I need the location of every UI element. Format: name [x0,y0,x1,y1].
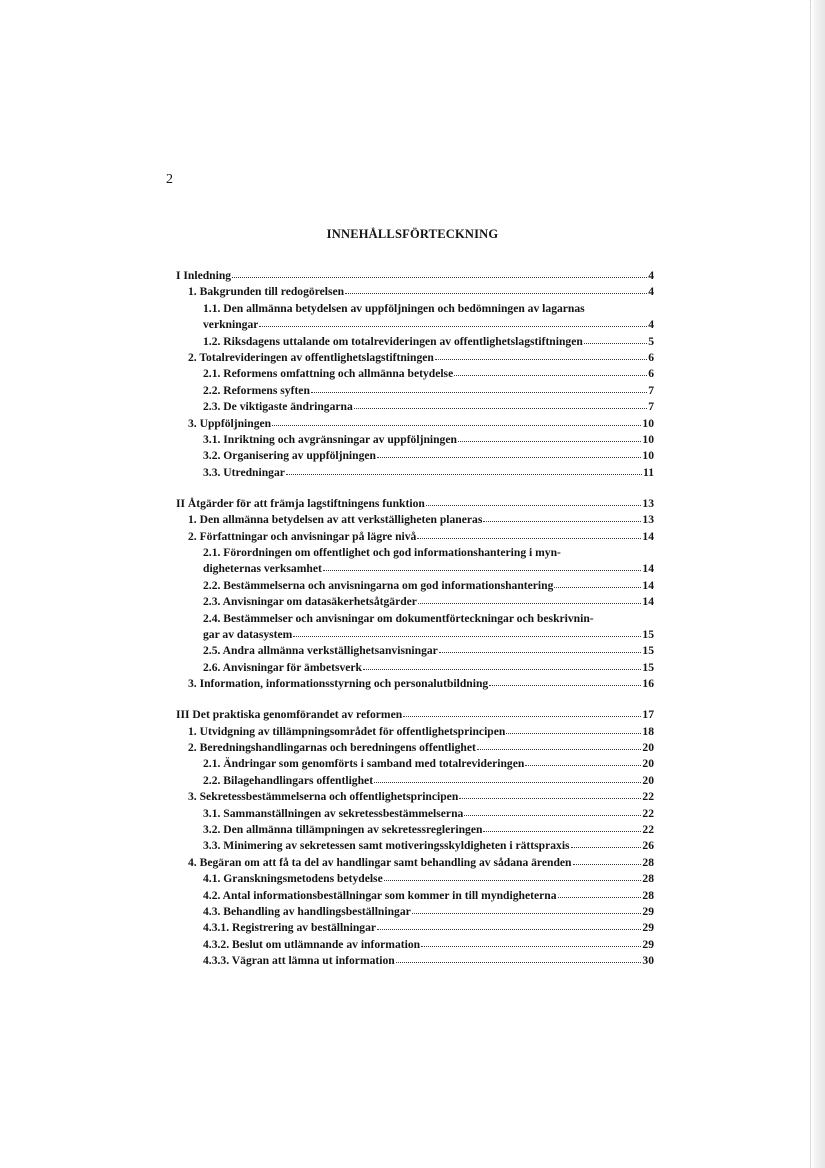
dot-leader [377,919,641,930]
toc-entry[interactable] [176,301,654,317]
toc-entry-page: 28 [642,888,654,902]
toc-entry[interactable] [176,611,654,627]
dot-leader [558,887,642,898]
toc-entry-page: 29 [642,937,654,951]
toc-entry-page: 4 [648,269,654,282]
toc-entry-title: 2.2. Reformens syften [203,383,310,397]
toc-entry[interactable] [176,676,654,692]
toc-entry[interactable] [176,740,654,756]
toc-entry-page: 14 [642,562,654,576]
toc-entry-page: 5 [648,334,654,348]
toc-entry-page: 4 [648,318,654,332]
toc-entry-title: III Det praktiska genomförandet av reformen [176,708,403,722]
toc-entry-page: 20 [642,773,654,787]
toc-entry[interactable] [176,773,654,789]
toc-entry-title: 4.1. Granskningsmetodens betydelse [203,872,383,886]
toc-entry[interactable] [176,317,654,333]
toc-entry-title: 2.5. Andra allmänna verkställighetsanvisningar [203,644,438,658]
dot-leader [477,739,642,750]
toc-entry[interactable] [176,660,654,676]
toc-entry[interactable] [176,465,654,481]
table-of-contents [176,268,654,984]
toc-entry[interactable] [176,594,654,610]
toc-entry-title: 1. Den allmänna betydelsen av att verkställigheten planeras [188,513,483,527]
toc-entry-title: 2.1. Ändringar som genomförts i samband med totalrevideringen [203,757,525,771]
scan-edge [810,0,825,1168]
dot-leader [377,447,641,458]
dot-leader [421,936,641,947]
toc-entry[interactable] [176,822,654,838]
toc-entry-page: 20 [642,740,654,754]
toc-entry-title: 1. Utvidgning av tillämpningsområdet för offentlighetsprincipen [188,724,506,738]
toc-entry[interactable] [176,268,654,284]
dot-leader [458,431,641,442]
toc-entry-page: 4 [648,285,654,299]
toc-entry-page: 28 [642,855,654,869]
dot-leader [489,675,641,686]
dot-leader [571,837,642,848]
dot-leader [259,316,647,327]
toc-title: INNEHÅLLSFÖRTECKNING [326,227,499,241]
toc-section [176,496,654,693]
toc-entry[interactable] [176,383,654,399]
toc-entry[interactable] [176,578,654,594]
toc-entry-title: 1.2. Riksdagens uttalande om totalrevideringen av offentlighetslagstiftningen [203,334,583,348]
toc-entry[interactable] [176,284,654,300]
toc-entry-title: gar av datasystem [203,628,293,642]
toc-entry-title: 2.1. Reformens omfattning och allmänna betydelse [203,367,454,381]
toc-entry-title: 3.2. Organisering av uppföljningen [203,449,376,463]
toc-entry-page: 22 [642,790,654,804]
toc-entry[interactable] [176,888,654,904]
toc-entry-title: 1.1. Den allmänna betydelsen av uppföljningen och bedömningen av lagarnas [203,301,585,315]
toc-entry-page: 28 [642,872,654,886]
toc-entry-page: 14 [642,529,654,543]
dot-leader [483,821,641,832]
toc-entry-page: 10 [642,433,654,447]
toc-entry[interactable] [176,448,654,464]
toc-entry[interactable] [176,707,654,723]
dot-leader [417,528,641,539]
toc-entry-page: 30 [642,954,654,968]
toc-entry-title: 2.2. Bestämmelserna och anvisningarna om god informationshantering [203,578,554,592]
dot-leader [232,267,647,278]
dot-leader [272,415,641,426]
dot-leader [459,788,641,799]
toc-entry-page: 7 [648,400,654,414]
toc-entry-title: 2.1. Förordningen om offentlighet och god informationshantering i myn- [203,546,561,559]
toc-entry-title: 2.3. Anvisningar om datasäkerhetsåtgärder [203,595,417,609]
toc-entry-page: 10 [642,416,654,430]
toc-entry-title: 2. Totalrevideringen av offentlighetslagstiftningen [188,351,434,365]
toc-entry-title: 2.3. De viktigaste ändringarna [203,400,353,414]
toc-entry[interactable] [176,838,654,854]
toc-entry-page: 7 [648,383,654,397]
toc-entry[interactable] [176,399,654,415]
toc-entry-page: 29 [642,905,654,919]
dot-leader [311,382,647,393]
toc-entry-page: 22 [642,806,654,820]
page-number: 2 [166,172,173,187]
toc-entry[interactable] [176,871,654,887]
toc-entry-title: 3.1. Inriktning och avgränsningar av uppföljningen [203,433,457,447]
toc-entry-page: 14 [642,595,654,609]
toc-entry[interactable] [176,643,654,659]
toc-entry-page: 15 [642,660,654,674]
toc-entry-title: digheternas verksamhet [203,562,322,576]
dot-leader [483,511,641,522]
toc-entry[interactable] [176,937,654,953]
toc-entry-page: 11 [643,465,654,479]
dot-leader [374,772,641,783]
toc-entry-page: 13 [642,496,654,510]
toc-section [176,707,654,970]
toc-entry[interactable] [176,512,654,528]
toc-entry-page: 15 [642,644,654,658]
toc-entry-title: 2. Beredningshandlingarnas och beredningens offentlighet [188,740,476,754]
toc-entry-title: 3.2. Den allmänna tillämpningen av sekretessregleringen [203,823,483,836]
toc-entry[interactable] [176,496,654,512]
toc-entry[interactable] [176,432,654,448]
dot-leader [525,755,641,766]
dot-leader [584,333,647,344]
dot-leader [396,952,642,963]
toc-entry-title: 3. Uppföljningen [188,416,272,430]
dot-leader [412,903,642,914]
toc-entry[interactable] [176,855,654,871]
dot-leader [554,577,641,588]
toc-entry-title: 4.3.2. Beslut om utlämnande av information [203,937,421,951]
toc-entry-page: 29 [642,921,654,935]
toc-entry-page: 6 [648,351,654,365]
dot-leader [384,870,642,881]
toc-entry[interactable] [176,806,654,822]
toc-entry[interactable] [176,904,654,920]
toc-entry-title: 1. Bakgrunden till redogörelsen [188,285,345,299]
toc-entry[interactable] [176,529,654,545]
dot-leader [464,805,641,816]
toc-entry-page: 15 [642,628,654,642]
toc-entry[interactable] [176,561,654,577]
toc-entry-title: II Åtgärder för att främja lagstiftningens funktion [176,496,425,510]
toc-entry-title: 4.3.1. Registrering av beställningar [203,921,377,935]
toc-entry-page: 16 [642,677,654,691]
toc-entry-page: 26 [642,839,654,853]
toc-entry[interactable] [176,350,654,366]
toc-entry[interactable] [176,920,654,936]
dot-leader [439,642,642,653]
toc-entry-title: 4.3. Behandling av handlingsbeställningar [203,905,411,919]
toc-entry-title: 3.3. Utredningar [203,465,285,479]
dot-leader [435,349,647,360]
toc-entry[interactable] [176,789,654,805]
toc-entry-page: 10 [642,449,654,463]
dot-leader [454,365,647,376]
toc-entry[interactable] [176,366,654,382]
toc-entry-page: 13 [642,513,654,527]
dot-leader [403,706,641,717]
toc-entry-title: 3.1. Sammanställningen av sekretessbestämmelserna [203,806,464,820]
toc-entry-title: 3. Sekretessbestämmelserna och offentlighetsprincipen [188,790,459,804]
toc-entry-title: verkningar [203,318,259,332]
toc-entry[interactable] [176,545,654,561]
toc-entry-page: 20 [642,757,654,771]
toc-entry[interactable] [176,627,654,643]
dot-leader [354,398,647,409]
toc-entry[interactable] [176,724,654,740]
toc-entry[interactable] [176,953,654,969]
toc-entry-title: 3. Information, informationsstyrning och personalutbildning [188,677,489,691]
toc-entry-title: I Inledning [176,269,232,282]
toc-entry-page: 6 [648,367,654,381]
toc-entry[interactable] [176,334,654,350]
toc-entry-title: 4.3.3. Vägran att lämna ut information [203,954,395,968]
toc-entry-title: 2. Författningar och anvisningar på lägre nivå [188,529,417,543]
toc-entry-page: 22 [642,823,654,836]
toc-entry[interactable] [176,416,654,432]
dot-leader [323,560,642,571]
dot-leader [345,283,647,294]
toc-entry-title: 2.6. Anvisningar för ämbetsverk [203,660,362,674]
toc-entry-title: 4.2. Antal informationsbeställningar som kommer in till myndigheterna [203,888,557,902]
toc-entry-page: 14 [642,578,654,592]
toc-entry-title: 2.2. Bilagehandlingars offentlighet [203,773,374,787]
dot-leader [426,495,642,506]
toc-entry-title: 3.3. Minimering av sekretessen samt motiveringsskyldigheten i rättspraxis [203,839,570,853]
toc-entry-page: 18 [642,724,654,738]
toc-entry[interactable] [176,756,654,772]
toc-entry-page: 17 [642,708,654,722]
dot-leader [286,464,642,475]
dot-leader [293,626,641,637]
dot-leader [573,854,642,865]
dot-leader [363,659,641,670]
dot-leader [506,723,641,734]
toc-entry-title: 2.4. Bestämmelser och anvisningar om dokumentförteckningar och beskrivnin- [203,611,594,625]
toc-section [176,268,654,481]
dot-leader [418,593,641,604]
toc-entry-title: 4. Begäran om att få ta del av handlingar samt behandling av sådana ärenden [188,855,572,869]
